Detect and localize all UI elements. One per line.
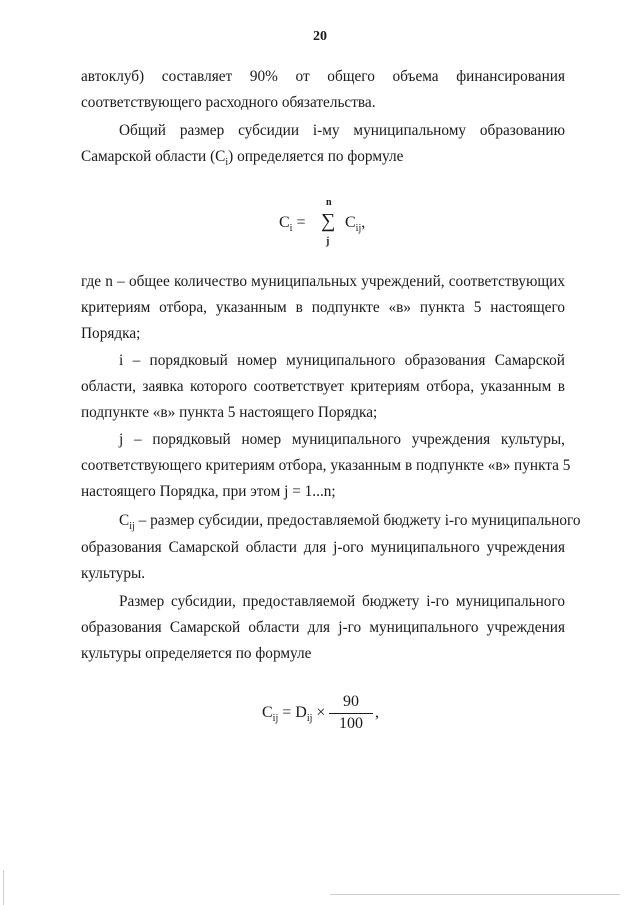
paragraph-line: культуры. <box>81 565 146 582</box>
equals-sign: = <box>282 704 292 721</box>
paragraph-line: Размер субсидии, предоставляемой бюджету i-го муниципального <box>119 593 565 610</box>
comma: , <box>375 704 379 721</box>
symbol: C <box>345 214 356 231</box>
fraction-numerator: 90 <box>343 693 359 710</box>
paragraph-line: настоящего Порядка, при этом j = 1...n; <box>81 483 336 500</box>
scan-edge <box>3 870 4 905</box>
scan-edge <box>330 894 620 895</box>
subscript: ij <box>272 713 279 724</box>
comma: , <box>361 214 366 231</box>
paragraph-line: образования Самарской области для j-го муниципального учреждения <box>81 619 565 636</box>
text-run: Самарской области (C <box>81 148 226 165</box>
paragraph-line: Порядка; <box>81 325 141 342</box>
equals-sign: = <box>296 214 306 231</box>
paragraph-line: культуры определяется по формуле <box>81 645 312 662</box>
sum-upper-limit: n <box>326 197 332 208</box>
page-number: 20 <box>313 29 327 44</box>
paragraph-line: j – порядковый номер муниципального учреждения культуры, <box>119 431 565 448</box>
subscript: i <box>289 223 293 234</box>
formula-lhs <box>279 213 305 239</box>
sum-symbol: ∑ <box>321 210 336 232</box>
paragraph-line <box>119 511 581 537</box>
paragraph-line: подпункте «в» пункта 5 настоящего Порядка; <box>81 404 378 421</box>
subscript: ij <box>129 521 135 532</box>
paragraph-line <box>81 147 565 173</box>
times-sign: × <box>316 704 326 721</box>
symbol: C <box>262 704 273 721</box>
paragraph-line: соответствующего расходного обязательства. <box>81 94 376 111</box>
subscript: ij <box>355 223 362 234</box>
symbol: C <box>279 214 290 231</box>
sum-lower-limit: j <box>326 236 330 247</box>
paragraph-line: критериям отбора, указанным в подпункте «в» пункта 5 настоящего <box>81 299 565 316</box>
text-run: ) определяется по формуле <box>228 148 404 165</box>
paragraph-line: где n – общее количество муниципальных учреждений, соответствующих <box>81 273 565 290</box>
formula-term <box>345 213 365 239</box>
paragraph-line: автоклуб) составляет 90% от общего объема финансирования <box>81 68 565 85</box>
formula-lhs <box>262 703 325 729</box>
paragraph-line: области, заявка которого соответствует критериям отбора, указанным в <box>81 378 565 395</box>
symbol: C <box>119 512 130 529</box>
paragraph-line: соответствующего критериям отбора, указанным в подпункте «в» пункта 5 <box>81 457 571 474</box>
fraction-denominator: 100 <box>339 715 363 732</box>
symbol: D <box>295 704 307 721</box>
subscript: i <box>225 157 229 168</box>
paragraph-line: i – порядковый номер муниципального образования Самарской <box>119 352 565 369</box>
text-run: – размер субсидии, предоставляемой бюджету i-го муниципального <box>134 512 581 529</box>
paragraph-line: Общий размер субсидии i-му муниципальному образованию <box>119 122 565 139</box>
subscript: ij <box>306 713 313 724</box>
paragraph-line: образования Самарской области для j-ого муниципального учреждения <box>81 539 565 556</box>
